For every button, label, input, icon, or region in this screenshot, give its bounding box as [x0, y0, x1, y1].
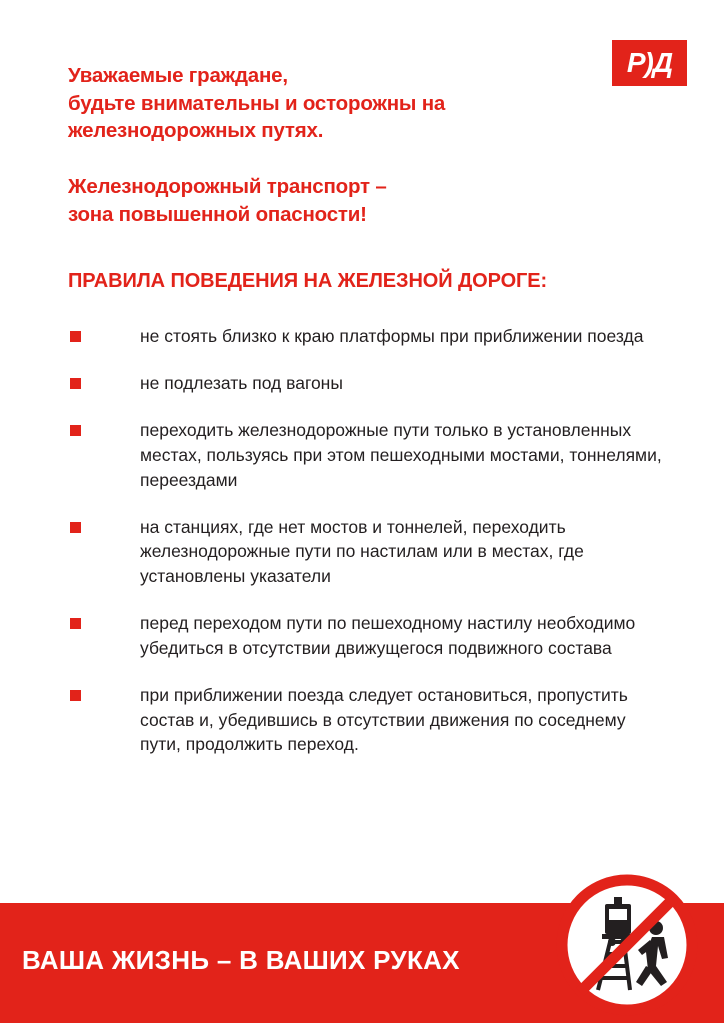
list-item — [68, 515, 668, 590]
rzd-logo-text: Ρ)Д — [626, 47, 673, 78]
rule-text: не стоять близко к краю платформы при приближении поезда — [140, 326, 644, 347]
poster-content — [68, 62, 668, 757]
list-item — [68, 324, 668, 349]
warning-heading — [68, 62, 668, 145]
list-item — [68, 418, 668, 493]
rule-text: переходить железнодорожные пути только в установленных местах, пользуясь при этом пешеходными мостами, тоннелями, переездами — [140, 420, 662, 490]
rule-text: при приближении поезда следует остановиться, пропустить состав и, убедившись в отсутствии движения по соседнему пути, продолжить переход. — [140, 684, 628, 755]
rules-list — [68, 324, 668, 757]
square-bullet-icon — [70, 425, 81, 436]
rule-text: на станциях, где нет мостов и тоннелей, переходить железнодорожные пути по настилам или в местах, где установлены указатели — [140, 516, 584, 587]
warning-line-2: будьте внимательны и осторожны на — [68, 91, 446, 115]
list-item — [68, 611, 668, 661]
footer-banner — [0, 903, 724, 1023]
square-bullet-icon — [70, 331, 81, 342]
warning-line-3: железнодорожных путях. — [68, 119, 324, 143]
square-bullet-icon — [70, 522, 81, 533]
warning-line-1: Уважаемые граждане, — [68, 64, 288, 87]
footer-slogan: ВАША ЖИЗНЬ – В ВАШИХ РУКАХ — [22, 945, 460, 975]
square-bullet-icon — [70, 690, 81, 701]
rule-text: не подлезать под вагоны — [140, 373, 343, 394]
danger-heading — [68, 173, 668, 228]
square-bullet-icon — [70, 378, 81, 389]
rules-title: ПРАВИЛА ПОВЕДЕНИЯ НА ЖЕЛЕЗНОЙ ДОРОГЕ: — [68, 270, 548, 293]
no-crossing-railway-icon — [552, 870, 702, 1020]
rule-text: перед переходом пути по пешеходному настилу необходимо убедиться в отсутствии движущегося подвижного состава — [140, 613, 636, 658]
danger-line-2: зона повышенной опасности! — [68, 202, 367, 226]
list-item — [68, 371, 668, 396]
list-item — [68, 683, 668, 758]
danger-line-1: Железнодорожный транспорт – — [68, 175, 387, 199]
square-bullet-icon — [70, 618, 81, 629]
